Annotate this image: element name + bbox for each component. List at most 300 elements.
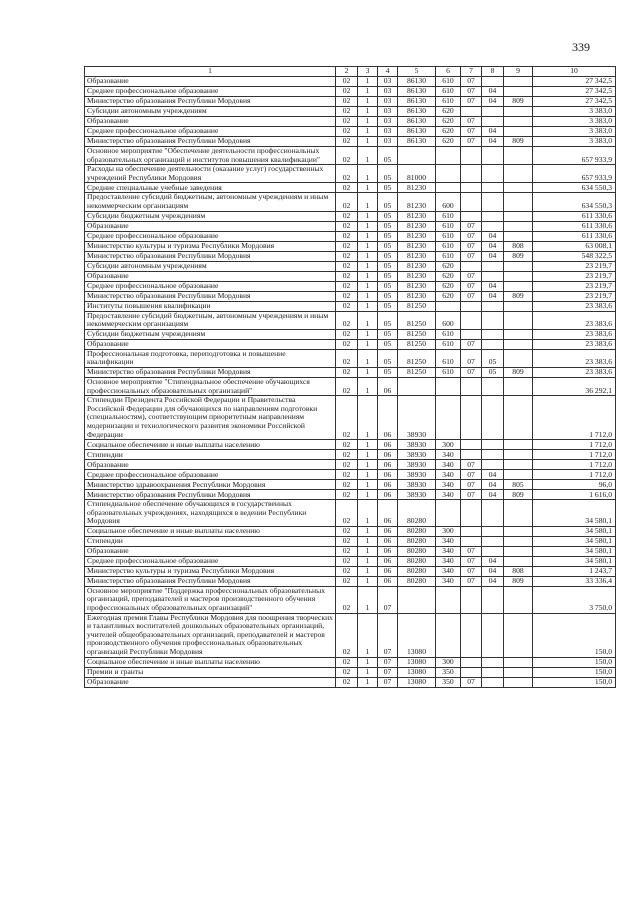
code-cell xyxy=(482,613,504,657)
code-cell: 07 xyxy=(461,117,482,127)
code-cell: 610 xyxy=(436,231,461,241)
code-cell xyxy=(504,301,533,311)
code-cell: 06 xyxy=(378,576,398,586)
code-cell: 300 xyxy=(436,526,461,536)
code-cell: 06 xyxy=(378,500,398,527)
table-row xyxy=(85,677,616,687)
code-cell: 81230 xyxy=(398,241,436,251)
code-cell xyxy=(436,147,461,165)
code-cell: 80280 xyxy=(398,526,436,536)
code-cell: 13080 xyxy=(398,667,436,677)
code-cell xyxy=(461,165,482,183)
code-cell: 02 xyxy=(336,77,358,87)
code-cell: 1 xyxy=(358,566,378,576)
code-cell xyxy=(504,546,533,556)
code-cell xyxy=(504,107,533,117)
code-cell xyxy=(461,377,482,395)
code-cell xyxy=(504,657,533,667)
code-cell: 80280 xyxy=(398,500,436,527)
code-cell: 1 xyxy=(358,440,378,450)
row-name-cell: Институты повышения квалификации xyxy=(85,301,336,311)
code-cell xyxy=(504,77,533,87)
code-cell: 02 xyxy=(336,271,358,281)
code-cell: 02 xyxy=(336,329,358,339)
row-name-cell: Министерство образования Республики Мордовия xyxy=(85,291,336,301)
code-cell: 02 xyxy=(336,107,358,117)
code-cell: 610 xyxy=(436,211,461,221)
code-cell: 03 xyxy=(378,97,398,107)
code-cell: 05 xyxy=(378,311,398,329)
code-cell: 06 xyxy=(378,556,398,566)
table-row xyxy=(85,251,616,261)
code-cell xyxy=(504,329,533,339)
code-cell: 38930 xyxy=(398,490,436,500)
table-row xyxy=(85,586,616,613)
amount-cell: 23 383,6 xyxy=(533,349,616,367)
code-cell xyxy=(461,613,482,657)
code-cell xyxy=(482,396,504,440)
row-name-cell: Предоставление субсидий бюджетным, автономным учреждениям и иным некоммерческим организациям xyxy=(85,311,336,329)
code-cell xyxy=(504,271,533,281)
code-cell xyxy=(504,127,533,137)
amount-cell: 23 383,6 xyxy=(533,329,616,339)
code-cell xyxy=(482,526,504,536)
row-name-cell: Субсидии бюджетным учреждениям xyxy=(85,329,336,339)
code-cell xyxy=(504,667,533,677)
code-cell: 86130 xyxy=(398,117,436,127)
code-cell xyxy=(482,536,504,546)
code-cell: 02 xyxy=(336,339,358,349)
code-cell: 1 xyxy=(358,657,378,667)
code-cell xyxy=(504,450,533,460)
code-cell: 1 xyxy=(358,241,378,251)
amount-cell: 3 383,0 xyxy=(533,107,616,117)
row-name-cell: Субсидии автономным учреждениям xyxy=(85,261,336,271)
code-cell: 04 xyxy=(482,97,504,107)
amount-cell: 3 383,0 xyxy=(533,117,616,127)
code-cell xyxy=(482,667,504,677)
code-cell: 38930 xyxy=(398,440,436,450)
code-cell: 07 xyxy=(461,271,482,281)
row-name-cell: Средние специальные учебные заведения xyxy=(85,183,336,193)
code-cell: 04 xyxy=(482,127,504,137)
code-cell: 02 xyxy=(336,261,358,271)
table-row xyxy=(85,470,616,480)
column-header: 2 xyxy=(336,67,358,77)
code-cell: 81230 xyxy=(398,281,436,291)
code-cell: 610 xyxy=(436,87,461,97)
code-cell: 1 xyxy=(358,87,378,97)
code-cell xyxy=(504,470,533,480)
code-cell: 07 xyxy=(461,137,482,147)
table-row xyxy=(85,339,616,349)
code-cell: 620 xyxy=(436,117,461,127)
amount-cell: 548 322,5 xyxy=(533,251,616,261)
code-cell xyxy=(461,667,482,677)
code-cell: 340 xyxy=(436,576,461,586)
code-cell: 02 xyxy=(336,440,358,450)
code-cell: 02 xyxy=(336,221,358,231)
code-cell: 07 xyxy=(461,556,482,566)
table-row xyxy=(85,566,616,576)
column-header: 5 xyxy=(398,67,436,77)
code-cell: 07 xyxy=(461,566,482,576)
code-cell: 05 xyxy=(378,165,398,183)
table-row xyxy=(85,77,616,87)
code-cell xyxy=(482,450,504,460)
code-cell xyxy=(504,556,533,566)
code-cell: 07 xyxy=(461,367,482,377)
amount-cell: 34 580,1 xyxy=(533,536,616,546)
code-cell: 1 xyxy=(358,251,378,261)
code-cell: 81250 xyxy=(398,301,436,311)
row-name-cell: Ежегодная премия Главы Республики Мордовия для поощрения творческих и талантливых воспитателей дошкольных образовательных организаций, учителей общеобразовательных организаций, преподавателей и мастеров производственного обучения профессиональных образовательных организаций Республики Мордовия xyxy=(85,613,336,657)
amount-cell: 150,0 xyxy=(533,657,616,667)
code-cell: 05 xyxy=(378,231,398,241)
row-name-cell: Министерство здравоохранения Республики Мордовия xyxy=(85,480,336,490)
code-cell: 610 xyxy=(436,349,461,367)
code-cell: 07 xyxy=(378,677,398,687)
code-cell: 07 xyxy=(461,97,482,107)
code-cell: 620 xyxy=(436,107,461,117)
code-cell: 1 xyxy=(358,137,378,147)
code-cell xyxy=(482,546,504,556)
table-row xyxy=(85,526,616,536)
code-cell: 1 xyxy=(358,586,378,613)
code-cell: 04 xyxy=(482,480,504,490)
amount-cell: 3 383,0 xyxy=(533,137,616,147)
code-cell: 02 xyxy=(336,613,358,657)
code-cell: 1 xyxy=(358,127,378,137)
code-cell: 620 xyxy=(436,127,461,137)
code-cell: 1 xyxy=(358,261,378,271)
amount-cell: 63 008,1 xyxy=(533,241,616,251)
code-cell: 81230 xyxy=(398,271,436,281)
code-cell xyxy=(482,440,504,450)
code-cell: 07 xyxy=(378,667,398,677)
code-cell: 02 xyxy=(336,657,358,667)
code-cell: 809 xyxy=(504,251,533,261)
row-name-cell: Среднее профессиональное образование xyxy=(85,281,336,291)
row-name-cell: Социальное обеспечение и иные выплаты населению xyxy=(85,657,336,667)
amount-cell: 1 243,7 xyxy=(533,566,616,576)
code-cell xyxy=(504,536,533,546)
code-cell: 1 xyxy=(358,271,378,281)
code-cell: 05 xyxy=(378,261,398,271)
code-cell: 04 xyxy=(482,556,504,566)
code-cell: 81230 xyxy=(398,193,436,211)
code-cell: 80280 xyxy=(398,556,436,566)
column-header: 9 xyxy=(504,67,533,77)
table-row xyxy=(85,377,616,395)
code-cell: 340 xyxy=(436,536,461,546)
code-cell: 06 xyxy=(378,377,398,395)
code-cell xyxy=(482,193,504,211)
code-cell: 02 xyxy=(336,241,358,251)
code-cell: 02 xyxy=(336,480,358,490)
amount-cell: 611 330,6 xyxy=(533,211,616,221)
code-cell: 808 xyxy=(504,566,533,576)
code-cell: 81250 xyxy=(398,311,436,329)
row-name-cell: Социальное обеспечение и иные выплаты населению xyxy=(85,440,336,450)
code-cell xyxy=(482,657,504,667)
code-cell: 05 xyxy=(378,251,398,261)
row-name-cell: Образование xyxy=(85,546,336,556)
code-cell: 809 xyxy=(504,137,533,147)
code-cell xyxy=(482,77,504,87)
code-cell: 04 xyxy=(482,231,504,241)
column-header: 8 xyxy=(482,67,504,77)
code-cell: 06 xyxy=(378,470,398,480)
column-header: 4 xyxy=(378,67,398,77)
code-cell xyxy=(482,261,504,271)
code-cell: 02 xyxy=(336,460,358,470)
code-cell: 610 xyxy=(436,77,461,87)
row-name-cell: Среднее профессиональное образование xyxy=(85,470,336,480)
code-cell: 620 xyxy=(436,271,461,281)
code-cell: 02 xyxy=(336,677,358,687)
row-name-cell: Премии и гранты xyxy=(85,667,336,677)
row-name-cell: Образование xyxy=(85,77,336,87)
code-cell: 38930 xyxy=(398,460,436,470)
code-cell: 07 xyxy=(461,251,482,261)
amount-cell: 1 712,0 xyxy=(533,440,616,450)
code-cell: 05 xyxy=(378,281,398,291)
code-cell: 1 xyxy=(358,546,378,556)
code-cell: 02 xyxy=(336,291,358,301)
table-row xyxy=(85,490,616,500)
code-cell: 340 xyxy=(436,490,461,500)
code-cell xyxy=(461,329,482,339)
code-cell: 600 xyxy=(436,193,461,211)
amount-cell: 634 550,3 xyxy=(533,193,616,211)
code-cell: 02 xyxy=(336,500,358,527)
code-cell: 07 xyxy=(461,291,482,301)
code-cell: 04 xyxy=(482,291,504,301)
code-cell: 1 xyxy=(358,97,378,107)
code-cell: 1 xyxy=(358,339,378,349)
table-header-row xyxy=(85,67,616,77)
code-cell: 1 xyxy=(358,349,378,367)
code-cell: 1 xyxy=(358,231,378,241)
code-cell: 04 xyxy=(482,576,504,586)
row-name-cell: Министерство культуры и туризма Республики Мордовия xyxy=(85,566,336,576)
code-cell xyxy=(504,117,533,127)
table-row xyxy=(85,281,616,291)
amount-cell: 96,0 xyxy=(533,480,616,490)
code-cell: 07 xyxy=(378,657,398,667)
code-cell: 03 xyxy=(378,137,398,147)
row-name-cell: Стипендиальное обеспечение обучающихся в государственных образовательных учреждениях, находящихся в ведении Республики Мордовия xyxy=(85,500,336,527)
code-cell: 07 xyxy=(378,586,398,613)
code-cell xyxy=(461,396,482,440)
code-cell: 1 xyxy=(358,500,378,527)
code-cell: 02 xyxy=(336,566,358,576)
amount-cell: 34 580,1 xyxy=(533,556,616,566)
table-row xyxy=(85,301,616,311)
code-cell: 38930 xyxy=(398,396,436,440)
code-cell xyxy=(482,339,504,349)
column-header: 3 xyxy=(358,67,378,77)
code-cell: 06 xyxy=(378,490,398,500)
code-cell: 05 xyxy=(378,301,398,311)
row-name-cell: Образование xyxy=(85,117,336,127)
code-cell xyxy=(461,147,482,165)
code-cell xyxy=(461,261,482,271)
row-name-cell: Министерство культуры и туризма Республики Мордовия xyxy=(85,241,336,251)
code-cell: 02 xyxy=(336,165,358,183)
code-cell: 05 xyxy=(378,147,398,165)
code-cell: 07 xyxy=(461,87,482,97)
code-cell: 1 xyxy=(358,613,378,657)
code-cell: 06 xyxy=(378,396,398,440)
row-name-cell: Среднее профессиональное образование xyxy=(85,231,336,241)
table-row xyxy=(85,127,616,137)
code-cell: 02 xyxy=(336,137,358,147)
code-cell: 02 xyxy=(336,127,358,137)
code-cell: 05 xyxy=(378,271,398,281)
amount-cell: 23 383,6 xyxy=(533,339,616,349)
table-row xyxy=(85,107,616,117)
code-cell: 06 xyxy=(378,526,398,536)
code-cell: 04 xyxy=(482,566,504,576)
code-cell: 1 xyxy=(358,193,378,211)
code-cell xyxy=(504,500,533,527)
code-cell: 04 xyxy=(482,490,504,500)
code-cell: 808 xyxy=(504,241,533,251)
code-cell xyxy=(482,377,504,395)
code-cell: 02 xyxy=(336,97,358,107)
code-cell xyxy=(482,183,504,193)
table-row xyxy=(85,546,616,556)
code-cell: 1 xyxy=(358,311,378,329)
code-cell: 07 xyxy=(461,677,482,687)
code-cell: 38930 xyxy=(398,480,436,490)
page-number: 339 xyxy=(572,40,590,54)
row-name-cell: Основное мероприятие "Обеспечение деятельности профессиональных образовательных организаций и институтов повышения квалификации" xyxy=(85,147,336,165)
row-name-cell: Министерство образования Республики Мордовия xyxy=(85,251,336,261)
amount-cell: 657 933,9 xyxy=(533,165,616,183)
code-cell: 1 xyxy=(358,147,378,165)
code-cell xyxy=(504,440,533,450)
code-cell: 06 xyxy=(378,440,398,450)
amount-cell: 657 933,9 xyxy=(533,147,616,165)
column-header: 7 xyxy=(461,67,482,77)
code-cell: 340 xyxy=(436,556,461,566)
code-cell: 02 xyxy=(336,470,358,480)
code-cell xyxy=(482,586,504,613)
code-cell: 340 xyxy=(436,480,461,490)
code-cell: 38930 xyxy=(398,470,436,480)
code-cell: 1 xyxy=(358,329,378,339)
code-cell: 03 xyxy=(378,117,398,127)
code-cell: 809 xyxy=(504,576,533,586)
table-row xyxy=(85,291,616,301)
row-name-cell: Образование xyxy=(85,677,336,687)
code-cell: 02 xyxy=(336,87,358,97)
column-header: 10 xyxy=(533,67,616,77)
code-cell: 610 xyxy=(436,367,461,377)
code-cell: 1 xyxy=(358,450,378,460)
row-name-cell: Образование xyxy=(85,221,336,231)
amount-cell: 150,0 xyxy=(533,677,616,687)
table-row xyxy=(85,117,616,127)
row-name-cell: Министерство образования Республики Мордовия xyxy=(85,137,336,147)
code-cell xyxy=(482,107,504,117)
code-cell: 1 xyxy=(358,117,378,127)
amount-cell: 27 342,5 xyxy=(533,77,616,87)
code-cell: 02 xyxy=(336,450,358,460)
amount-cell: 1 712,0 xyxy=(533,460,616,470)
table-row xyxy=(85,231,616,241)
code-cell: 07 xyxy=(461,349,482,367)
code-cell: 340 xyxy=(436,470,461,480)
code-cell: 1 xyxy=(358,107,378,117)
code-cell: 1 xyxy=(358,396,378,440)
code-cell: 86130 xyxy=(398,107,436,117)
table-row xyxy=(85,349,616,367)
code-cell: 81230 xyxy=(398,231,436,241)
code-cell xyxy=(436,586,461,613)
table-row xyxy=(85,576,616,586)
code-cell: 81250 xyxy=(398,367,436,377)
code-cell: 81230 xyxy=(398,211,436,221)
code-cell: 02 xyxy=(336,183,358,193)
code-cell: 1 xyxy=(358,576,378,586)
amount-cell: 36 292,1 xyxy=(533,377,616,395)
code-cell xyxy=(461,450,482,460)
code-cell xyxy=(504,211,533,221)
code-cell: 610 xyxy=(436,339,461,349)
code-cell: 06 xyxy=(378,546,398,556)
code-cell: 1 xyxy=(358,211,378,221)
code-cell: 1 xyxy=(358,470,378,480)
code-cell: 04 xyxy=(482,281,504,291)
code-cell: 809 xyxy=(504,97,533,107)
row-name-cell: Среднее профессиональное образование xyxy=(85,127,336,137)
code-cell: 05 xyxy=(378,339,398,349)
table-row xyxy=(85,536,616,546)
code-cell: 1 xyxy=(358,291,378,301)
code-cell xyxy=(482,211,504,221)
code-cell: 02 xyxy=(336,147,358,165)
amount-cell: 34 580,1 xyxy=(533,500,616,527)
code-cell: 05 xyxy=(378,221,398,231)
row-name-cell: Министерство образования Республики Мордовия xyxy=(85,576,336,586)
code-cell: 07 xyxy=(461,480,482,490)
code-cell xyxy=(436,377,461,395)
code-cell xyxy=(461,657,482,667)
table-row xyxy=(85,221,616,231)
code-cell xyxy=(398,377,436,395)
code-cell: 04 xyxy=(482,87,504,97)
code-cell xyxy=(504,231,533,241)
code-cell xyxy=(461,500,482,527)
code-cell xyxy=(504,526,533,536)
code-cell: 03 xyxy=(378,87,398,97)
code-cell: 80280 xyxy=(398,546,436,556)
amount-cell: 1 712,0 xyxy=(533,450,616,460)
code-cell: 06 xyxy=(378,460,398,470)
code-cell xyxy=(504,193,533,211)
row-name-cell: Министерство образования Республики Мордовия xyxy=(85,97,336,107)
amount-cell: 23 383,6 xyxy=(533,311,616,329)
table-row xyxy=(85,329,616,339)
code-cell: 06 xyxy=(378,480,398,490)
code-cell: 03 xyxy=(378,107,398,117)
table-row xyxy=(85,183,616,193)
code-cell: 809 xyxy=(504,367,533,377)
